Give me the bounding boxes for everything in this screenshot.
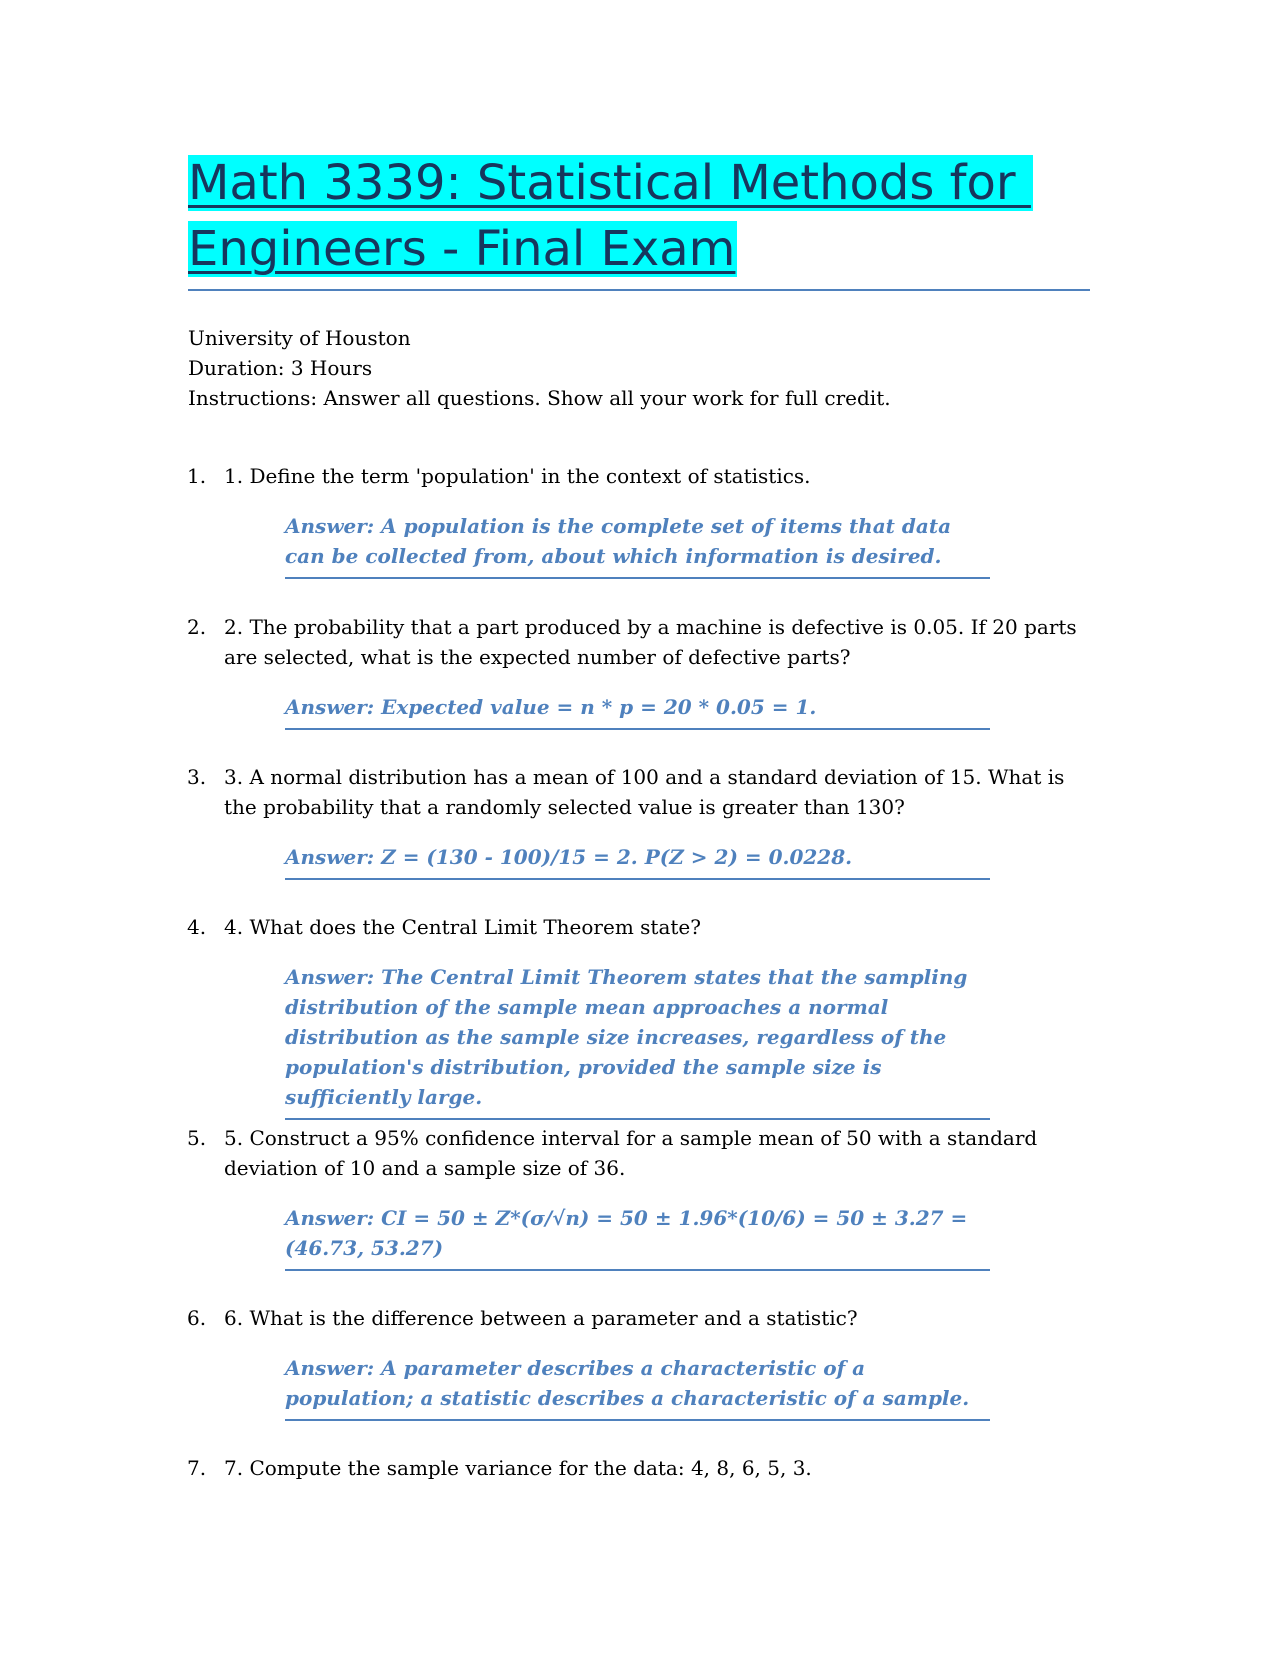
answer-text: Answer: Expected value = n * p = 20 * 0.05 = 1. xyxy=(285,692,990,730)
exam-instructions: Instructions: Answer all questions. Show all your work for full credit. xyxy=(188,386,891,410)
document-title xyxy=(188,150,1088,282)
question-text: 6. What is the difference between a parameter and a statistic? xyxy=(224,1306,858,1330)
answer-text: Answer: A parameter describes a characteristic of a population; a statistic describes a characteristic of a sample. xyxy=(285,1353,990,1421)
exam-info xyxy=(188,323,891,413)
answer-text: Answer: The Central Limit Theorem states that the sampling distribution of the sample mean approaches a normal distribution as the sample size increases, regardless of the population's distribution, provided the sample size is sufficiently large. xyxy=(285,962,990,1120)
title-line-1: Math 3339: Statistical Methods for xyxy=(188,155,1031,211)
question-text: 4. What does the Central Limit Theorem state? xyxy=(224,915,701,939)
question-number: 7. xyxy=(187,1456,207,1480)
question-number: 6. xyxy=(187,1306,207,1330)
question-number: 2. xyxy=(187,615,207,639)
question-text: 1. Define the term 'population' in the context of statistics. xyxy=(224,464,811,488)
answer-text: Answer: CI = 50 ± Z*(σ/√n) = 50 ± 1.96*(10/6) = 50 ± 3.27 = (46.73, 53.27) xyxy=(285,1203,990,1271)
question-text: 3. A normal distribution has a mean of 100 and a standard deviation of 15. What is the probability that a randomly selected value is greater than 130? xyxy=(224,765,1065,819)
answer-text: Answer: A population is the complete set of items that data can be collected from, about which information is desired. xyxy=(285,511,990,579)
question-text: 7. Compute the sample variance for the data: 4, 8, 6, 5, 3. xyxy=(224,1456,812,1480)
answer-text: Answer: Z = (130 - 100)/15 = 2. P(Z > 2) = 0.0228. xyxy=(285,842,990,880)
university-name: University of Houston xyxy=(188,326,411,350)
question-number: 5. xyxy=(187,1126,207,1150)
question-number: 4. xyxy=(187,915,207,939)
question-text: 2. The probability that a part produced by a machine is defective is 0.05. If 20 parts are selected, what is the expected number of defective parts? xyxy=(224,615,1077,669)
question-number: 3. xyxy=(187,765,207,789)
question-text: 5. Construct a 95% confidence interval for a sample mean of 50 with a standard deviation of 10 and a sample size of 36. xyxy=(224,1126,1038,1180)
title-line-2: Engineers - Final Exam xyxy=(188,221,736,277)
exam-duration: Duration: 3 Hours xyxy=(188,356,373,380)
question-number: 1. xyxy=(187,464,207,488)
title-divider xyxy=(188,289,1090,291)
